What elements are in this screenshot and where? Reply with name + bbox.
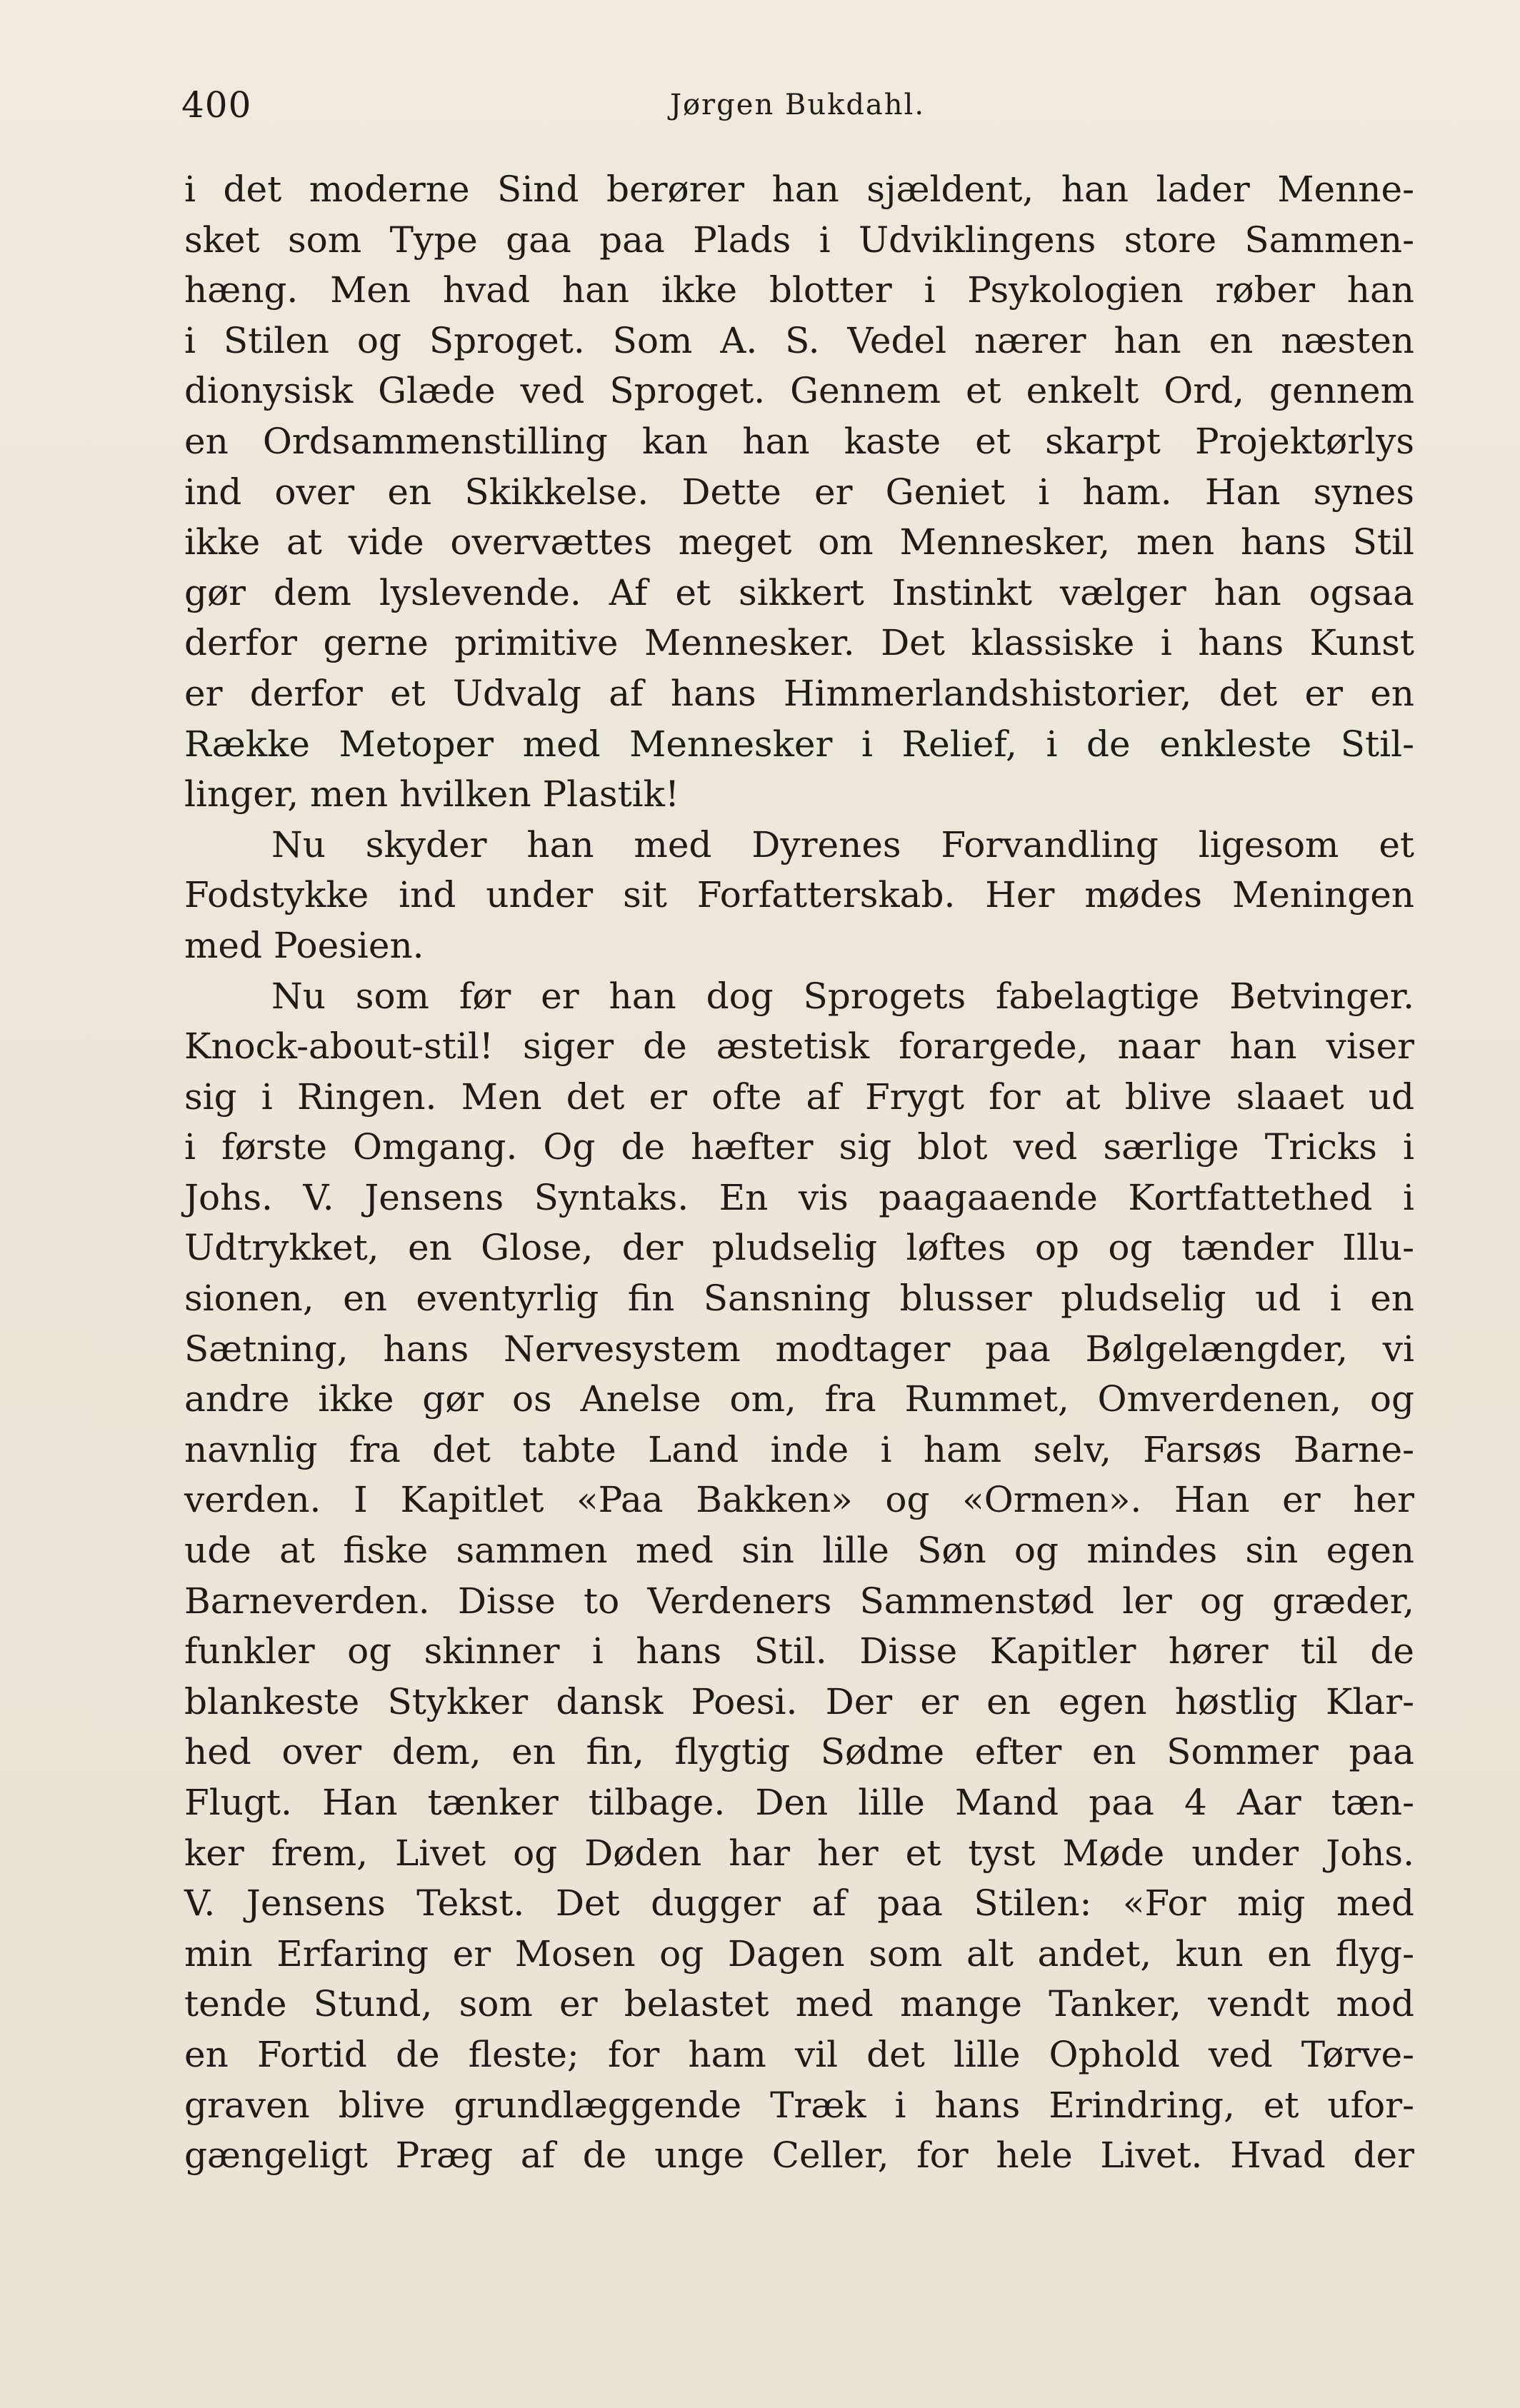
text-line: ikke at vide overvættes meget om Mennesker, men hans Stil	[184, 521, 1414, 563]
text-line: ind over en Skikkelse. Dette er Geniet i ham. Han synes	[184, 471, 1414, 513]
text-line: Johs. V. Jensens Syntaks. En vis paagaaende Kortfattethed i	[184, 1176, 1414, 1218]
text-line: hæng. Men hvad han ikke blotter i Psykologien røber han	[184, 269, 1414, 311]
text-line: Række Metoper med Mennesker i Relief, i de enkleste Stil-	[184, 723, 1414, 765]
text-line: sig i Ringen. Men det er ofte af Frygt for at blive slaaet ud	[184, 1075, 1414, 1118]
text-line: tende Stund, som er belastet med mange Tanker, vendt mod	[184, 1983, 1414, 2025]
text-line: Sætning, hans Nervesystem modtager paa Bølgelængder, vi	[184, 1328, 1414, 1370]
text-line: V. Jensens Tekst. Det dugger af paa Stilen: «For mig med	[184, 1882, 1414, 1925]
text-line: sionen, en eventyrlig fin Sansning blusser pludselig ud i en	[184, 1278, 1414, 1320]
text-line: Nu skyder han med Dyrenes Forvandling ligesom et	[271, 823, 1414, 866]
text-line: ker frem, Livet og Døden har her et tyst Møde under Johs.	[184, 1832, 1414, 1874]
text-line: med Poesien.	[184, 924, 424, 966]
text-line: andre ikke gør os Anelse om, fra Rummet, Omverdenen, og	[184, 1378, 1414, 1420]
text-line: sket som Type gaa paa Plads i Udviklingens store Sammen-	[184, 219, 1414, 261]
text-line: gængeligt Præg af de unge Celler, for hele Livet. Hvad der	[184, 2134, 1414, 2177]
text-line: graven blive grundlæggende Træk i hans Erindring, et ufor-	[184, 2084, 1414, 2126]
text-line: navnlig fra det tabte Land inde i ham selv, Farsøs Barne-	[184, 1428, 1414, 1470]
text-line: i det moderne Sind berører han sjældent, han lader Menne-	[184, 169, 1414, 210]
text-line: i første Omgang. Og de hæfter sig blot ved særlige Tricks i	[184, 1126, 1414, 1168]
running-head: Jørgen Bukdahl.	[669, 89, 926, 121]
text-line: en Ordsammenstilling kan han kaste et skarpt Projektørlys	[184, 420, 1414, 462]
text-line: Nu som før er han dog Sprogets fabelagtige Betvinger.	[271, 975, 1414, 1017]
text-line: verden. I Kapitlet «Paa Bakken» og «Ormen». Han er her	[184, 1479, 1414, 1521]
text-line: linger, men hvilken Plastik!	[184, 773, 680, 816]
text-line: Fodstykke ind under sit Forfatterskab. Her mødes Meningen	[184, 874, 1414, 916]
body-text	[184, 164, 1414, 2181]
text-line: er derfor et Udvalg af hans Himmerlandshistorier, det er en	[184, 672, 1414, 714]
page-header	[181, 79, 1414, 129]
text-line: Flugt. Han tænker tilbage. Den lille Mand paa 4 Aar tæn-	[184, 1782, 1414, 1823]
text-line: ude at fiske sammen med sin lille Søn og mindes sin egen	[184, 1530, 1414, 1572]
text-line: blankeste Stykker dansk Poesi. Der er en egen høstlig Klar-	[184, 1680, 1414, 1722]
text-line: en Fortid de fleste; for ham vil det lille Ophold ved Tørve-	[184, 2033, 1414, 2075]
page-number: 400	[181, 84, 252, 126]
text-line: gør dem lyslevende. Af et sikkert Instinkt vælger han ogsaa	[184, 571, 1414, 613]
text-line: Knock-about-stil! siger de æstetisk forargede, naar han viser	[184, 1025, 1414, 1068]
text-line: Udtrykket, en Glose, der pludselig løftes op og tænder Illu-	[184, 1227, 1414, 1269]
text-line: derfor gerne primitive Mennesker. Det klassiske i hans Kunst	[184, 622, 1414, 664]
text-line: hed over dem, en fin, flygtig Sødme efter en Sommer paa	[184, 1731, 1414, 1773]
text-line: i Stilen og Sproget. Som A. S. Vedel nærer han en næsten	[184, 319, 1414, 361]
text-line: Barneverden. Disse to Verdeners Sammenstød ler og græder,	[184, 1580, 1414, 1622]
text-line: dionysisk Glæde ved Sproget. Gennem et enkelt Ord, gennem	[184, 370, 1414, 412]
text-line: funkler og skinner i hans Stil. Disse Kapitler hører til de	[184, 1630, 1414, 1672]
text-line: min Erfaring er Mosen og Dagen som alt andet, kun en flyg-	[184, 1932, 1414, 1975]
